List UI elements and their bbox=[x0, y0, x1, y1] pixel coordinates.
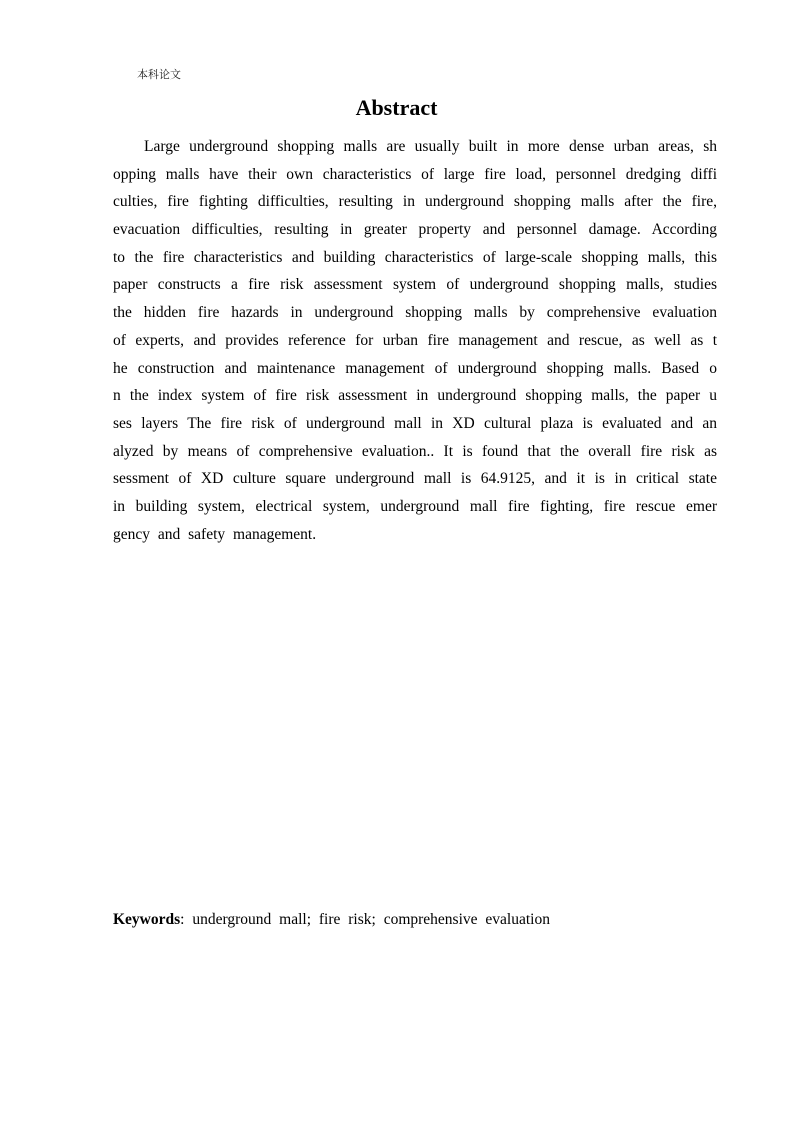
abstract-line: in building system, electrical system, underground mall fire fighting, fire rescue emer bbox=[113, 497, 717, 515]
abstract-line: to the fire characteristics and building characteristics of large-scale shopping malls, this bbox=[113, 248, 717, 266]
abstract-line: of experts, and provides reference for urban fire management and rescue, as well as t bbox=[113, 331, 717, 349]
abstract-line: he construction and maintenance management of underground shopping malls. Based o bbox=[113, 359, 717, 377]
keywords-text: underground mall; fire risk; comprehensive evaluation bbox=[192, 911, 550, 928]
abstract-title: Abstract bbox=[355, 95, 438, 120]
page-header: 本科论文 bbox=[137, 68, 181, 81]
abstract-line: evacuation difficulties, resulting in greater property and personnel damage. According bbox=[113, 221, 717, 239]
keywords-label: Keywords bbox=[113, 911, 181, 928]
abstract-line: gency and safety management. bbox=[113, 525, 317, 543]
abstract-line: opping malls have their own characteristics of large fire load, personnel dredging diffi bbox=[113, 165, 717, 183]
abstract-line: the hidden fire hazards in underground shopping malls by comprehensive evaluation bbox=[113, 304, 717, 322]
abstract-line: culties, fire fighting difficulties, resulting in underground shopping malls after the fire, bbox=[113, 193, 717, 211]
abstract-line: n the index system of fire risk assessment in underground shopping malls, the paper u bbox=[113, 387, 717, 405]
keywords-separator: : bbox=[180, 911, 193, 928]
abstract-line: paper constructs a fire risk assessment system of underground shopping malls, studies bbox=[113, 276, 717, 294]
abstract-line: sessment of XD culture square underground mall is 64.9125, and it is in critical state bbox=[113, 470, 717, 488]
abstract-body bbox=[113, 133, 717, 548]
keywords-line bbox=[113, 911, 550, 929]
abstract-line: alyzed by means of comprehensive evaluation.. It is found that the overall fire risk as bbox=[113, 442, 717, 460]
abstract-line: Large underground shopping malls are usually built in more dense urban areas, sh bbox=[144, 138, 717, 155]
abstract-line: ses layers The fire risk of underground mall in XD cultural plaza is evaluated and an bbox=[113, 414, 717, 432]
